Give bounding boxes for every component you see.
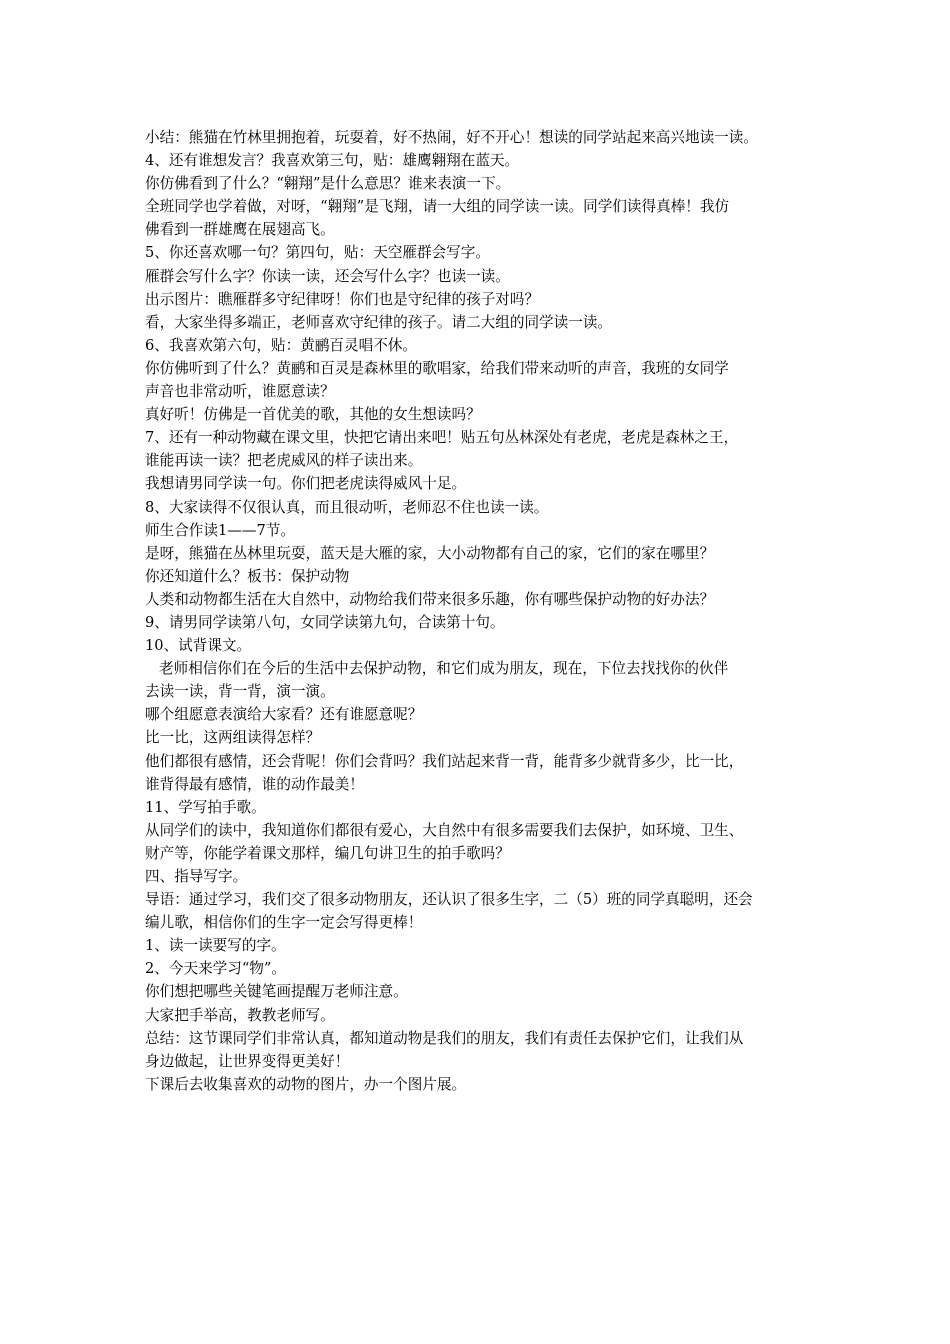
text-line: 你还知道什么？板书：保护动物 (145, 567, 350, 585)
text-line: 人类和动物都生活在大自然中，动物给我们带来很多乐趣，你有哪些保护动物的好办法？ (145, 590, 715, 608)
text-line: 我想请男同学读一句。你们把老虎读得威风十足。 (145, 475, 467, 493)
text-line: 看，大家坐得多端正，老师喜欢守纪律的孩子。请二大组的同学读一读。 (145, 313, 613, 331)
text-line: 你们想把哪些关键笔画提醒万老师注意。 (145, 983, 408, 1001)
text-line: 比一比，这两组读得怎样？ (145, 729, 321, 747)
text-line: 编儿歌，相信你们的生字一定会写得更棒！ (145, 914, 423, 932)
document-body (145, 126, 825, 1096)
text-line: 哪个组愿意表演给大家看？还有谁愿意呢？ (145, 706, 423, 724)
text-line: 身边做起，让世界变得更美好！ (145, 1052, 350, 1070)
text-line: 谁背得最有感情，谁的动作最美！ (145, 775, 364, 793)
text-line: 6、我喜欢第六句，贴：黄鹂百灵唱不休。 (145, 336, 417, 354)
text-line: 你仿佛听到了什么？黄鹂和百灵是森林里的歌唱家，给我们带来动听的声音，我班的女同学 (145, 359, 729, 377)
text-line: 师生合作读1——7节。 (145, 521, 295, 539)
text-line: 9、请男同学读第八句，女同学读第九句，合读第十句。 (145, 613, 505, 631)
text-line: 1、读一读要写的字。 (145, 937, 286, 955)
text-line: 谁能再读一读？把老虎威风的样子读出来。 (145, 452, 423, 470)
text-line: 8、大家读得不仅很认真，而且很动听，老师忍不住也读一读。 (145, 498, 549, 516)
text-line: 导语：通过学习，我们交了很多动物朋友，还认识了很多生字，二（5）班的同学真聪明，还会 (145, 891, 753, 909)
text-line: 2、今天来学习“物”。 (145, 960, 286, 978)
text-line: 从同学们的读中，我知道你们都很有爱心，大自然中有很多需要我们去保护，如环境、卫生、 (145, 821, 744, 839)
text-line: 四、指导写字。 (145, 868, 248, 885)
text-line: 小结：熊猫在竹林里拥抱着，玩耍着，好不热闹，好不开心！想读的同学站起来高兴地读一读。 (145, 129, 758, 146)
text-line: 他们都很有感情，还会背呢！你们会背吗？我们站起来背一背，能背多少就背多少，比一比， (145, 752, 744, 770)
text-line: 去读一读，背一背，演一演。 (145, 683, 335, 701)
text-line: 声音也非常动听，谁愿意读？ (145, 383, 335, 401)
text-line: 雁群会写什么字？你读一读，还会写什么字？也读一读。 (145, 267, 510, 285)
text-line: 总结：这节课同学们非常认真，都知道动物是我们的朋友，我们有责任去保护它们，让我们从 (145, 1029, 744, 1047)
text-line: 4、还有谁想发言？我喜欢第三句，贴：雄鹰翱翔在蓝天。 (145, 152, 520, 170)
text-line: 真好听！仿佛是一首优美的歌，其他的女生想读吗？ (145, 406, 481, 424)
text-line: 下课后去收集喜欢的动物的图片，办一个图片展。 (145, 1075, 467, 1093)
text-line: 11、学写拍手歌。 (145, 798, 266, 816)
text-line: 大家把手举高，教教老师写。 (145, 1006, 335, 1024)
text-line: 老师相信你们在今后的生活中去保护动物，和它们成为朋友，现在，下位去找找你的伙伴 (159, 660, 729, 678)
text-line: 5、你还喜欢哪一句？第四句，贴：天空雁群会写字。 (145, 244, 490, 262)
text-line: 佛看到一群雄鹰在展翅高飞。 (145, 221, 335, 239)
text-line: 你仿佛看到了什么？“翱翔”是什么意思？谁来表演一下。 (145, 175, 511, 193)
text-line: 是呀，熊猫在丛林里玩耍，蓝天是大雁的家，大小动物都有自己的家，它们的家在哪里？ (145, 544, 715, 562)
text-line: 财产等，你能学着课文那样，编几句讲卫生的拍手歌吗？ (145, 844, 510, 862)
text-line: 7、还有一种动物藏在课文里，快把它请出来吧！贴五句丛林深处有老虎，老虎是森林之王， (145, 429, 739, 447)
text-line: 全班同学也学着做，对呀，“翱翔”是飞翔，请一大组的同学读一读。同学们读得真棒！我仿 (145, 198, 730, 216)
text-line: 10、试背课文。 (145, 637, 252, 655)
text-line: 出示图片：瞧雁群多守纪律呀！你们也是守纪律的孩子对吗？ (145, 290, 540, 308)
